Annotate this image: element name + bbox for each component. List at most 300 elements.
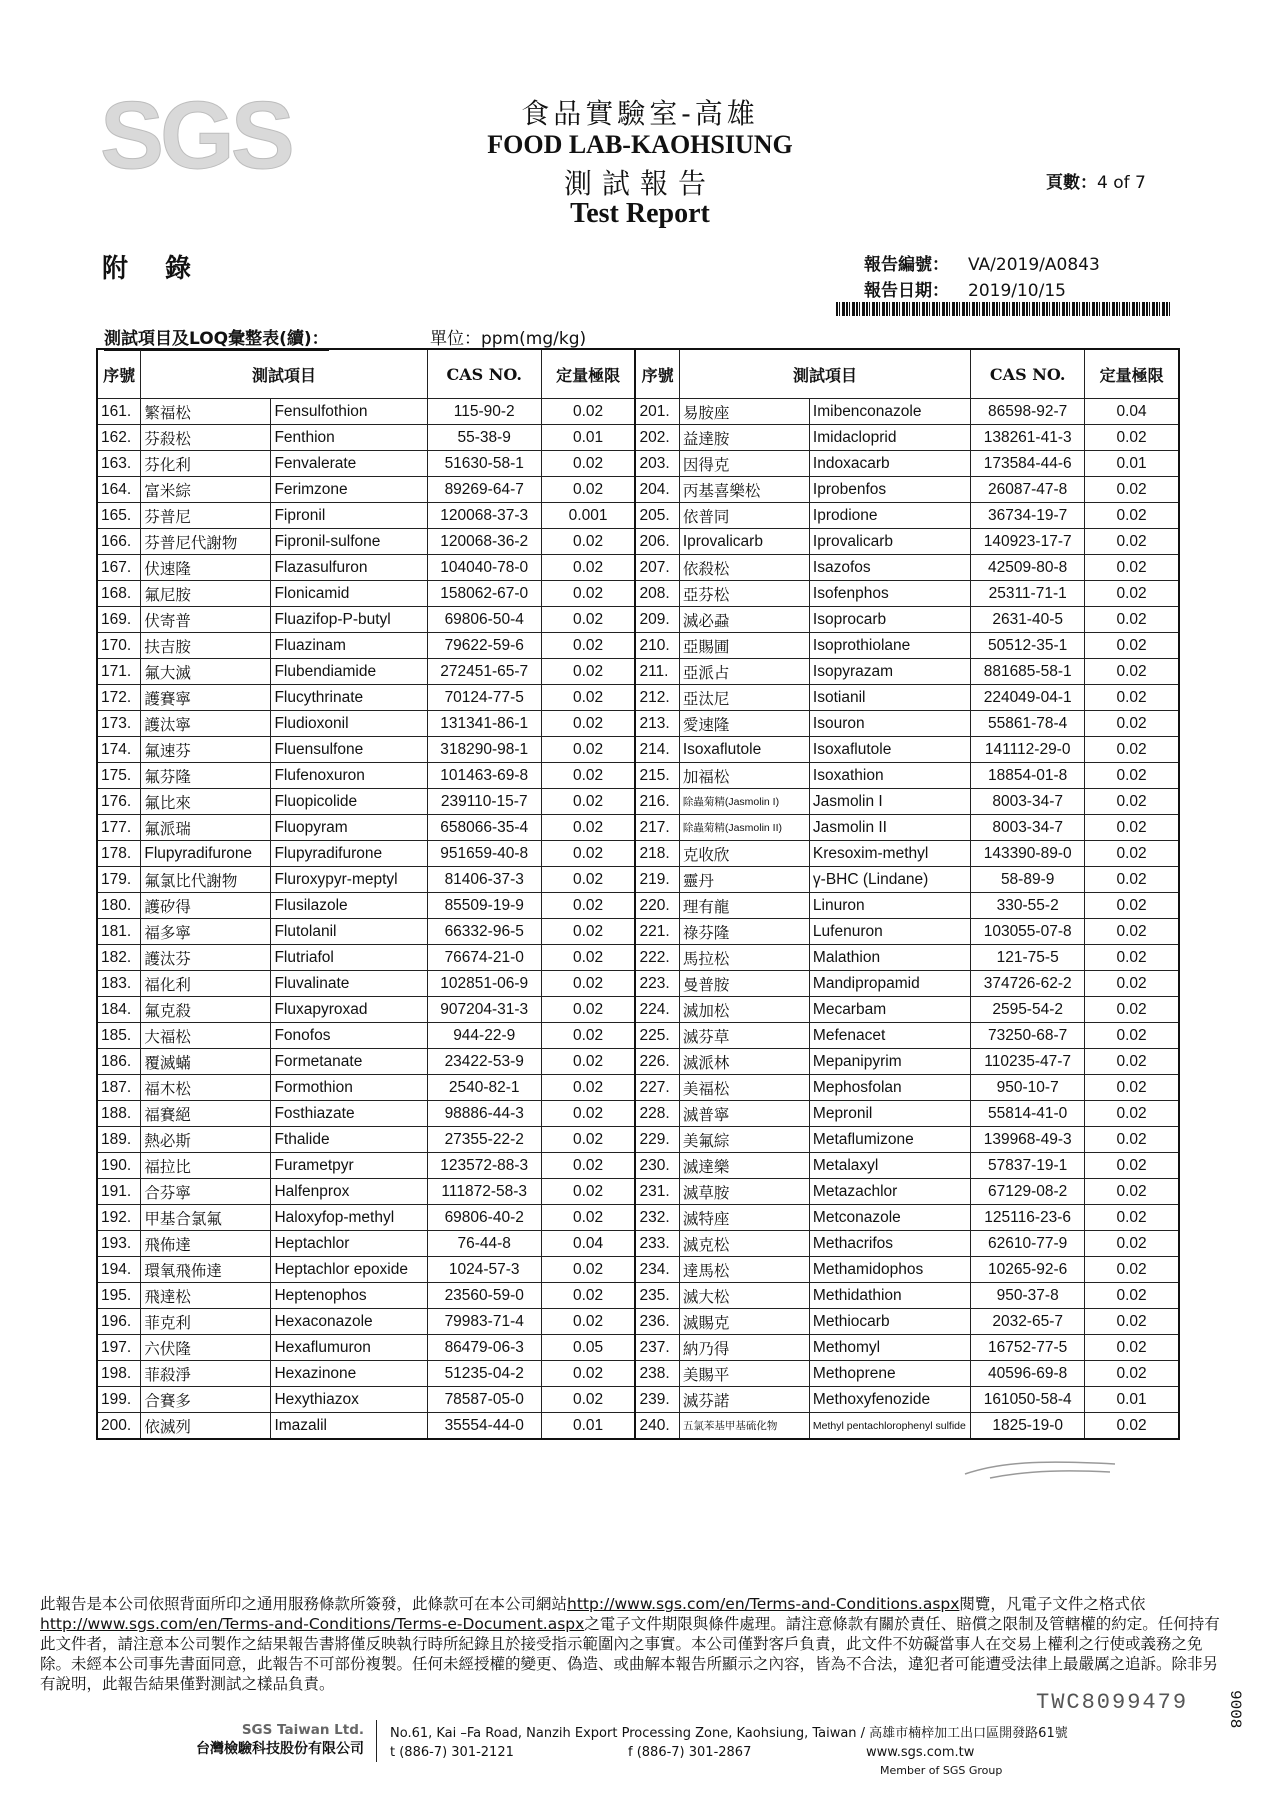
item-number: 170. bbox=[97, 633, 141, 659]
loq-value: 0.02 bbox=[541, 971, 635, 997]
item-number: 219. bbox=[635, 867, 679, 893]
item-name-en: Isazofos bbox=[809, 555, 970, 581]
loq-value: 0.02 bbox=[541, 685, 635, 711]
loq-value: 0.02 bbox=[541, 1387, 635, 1413]
loq-value: 0.02 bbox=[541, 1023, 635, 1049]
cas-number: 69806-40-2 bbox=[427, 1205, 541, 1231]
item-name-cn: 甲基合氯氟 bbox=[141, 1205, 271, 1231]
table-row bbox=[97, 1413, 1179, 1440]
table-row bbox=[97, 425, 1179, 451]
loq-value: 0.02 bbox=[541, 997, 635, 1023]
item-name-cn: 依殺松 bbox=[679, 555, 809, 581]
table-row bbox=[97, 711, 1179, 737]
item-name-en: Imidacloprid bbox=[809, 425, 970, 451]
cas-number: 55-38-9 bbox=[427, 425, 541, 451]
item-name-en: Methomyl bbox=[809, 1335, 970, 1361]
item-number: 173. bbox=[97, 711, 141, 737]
cas-number: 67129-08-2 bbox=[971, 1179, 1085, 1205]
item-name-en: Metazachlor bbox=[809, 1179, 970, 1205]
item-name-en: Methoxyfenozide bbox=[809, 1387, 970, 1413]
item-name-en: Metaflumizone bbox=[809, 1127, 970, 1153]
loq-value: 0.04 bbox=[541, 1231, 635, 1257]
disclaimer bbox=[40, 1594, 1220, 1694]
item-name-cn: 加福松 bbox=[679, 763, 809, 789]
loq-value: 0.02 bbox=[541, 1309, 635, 1335]
item-name-en: Furametpyr bbox=[271, 1153, 427, 1179]
item-name-cn: 五氯苯基甲基硫化物 bbox=[679, 1413, 809, 1440]
item-number: 183. bbox=[97, 971, 141, 997]
item-name-cn: 亞派占 bbox=[679, 659, 809, 685]
item-name-en: Fluroxypyr-meptyl bbox=[271, 867, 427, 893]
item-number: 163. bbox=[97, 451, 141, 477]
loq-value: 0.02 bbox=[541, 711, 635, 737]
cas-number: 141112-29-0 bbox=[971, 737, 1085, 763]
table-row bbox=[97, 1205, 1179, 1231]
cas-number: 81406-37-3 bbox=[427, 867, 541, 893]
loq-value: 0.02 bbox=[541, 1153, 635, 1179]
loq-table bbox=[96, 348, 1180, 1440]
loq-value: 0.02 bbox=[541, 789, 635, 815]
loq-value: 0.02 bbox=[1085, 1023, 1179, 1049]
item-name-cn: 氟尼胺 bbox=[141, 581, 271, 607]
loq-value: 0.01 bbox=[541, 1413, 635, 1440]
item-name-cn: 易胺座 bbox=[679, 399, 809, 425]
cas-number: 104040-78-0 bbox=[427, 555, 541, 581]
cas-number: 120068-37-3 bbox=[427, 503, 541, 529]
item-name-cn: 因得克 bbox=[679, 451, 809, 477]
loq-value: 0.02 bbox=[1085, 1101, 1179, 1127]
item-name-en: Fipronil-sulfone bbox=[271, 529, 427, 555]
item-name-cn: 護汰芬 bbox=[141, 945, 271, 971]
item-name-cn: Iprovalicarb bbox=[679, 529, 809, 555]
item-name-en: Methyl pentachlorophenyl sulfide bbox=[809, 1413, 970, 1440]
item-name-cn: 氟芬隆 bbox=[141, 763, 271, 789]
cas-number: 57837-19-1 bbox=[971, 1153, 1085, 1179]
item-name-en: Isouron bbox=[809, 711, 970, 737]
loq-value: 0.02 bbox=[1085, 581, 1179, 607]
item-name-cn: 繁福松 bbox=[141, 399, 271, 425]
loq-value: 0.05 bbox=[541, 1335, 635, 1361]
item-name-en: Flazasulfuron bbox=[271, 555, 427, 581]
item-number: 193. bbox=[97, 1231, 141, 1257]
item-name-en: Flutolanil bbox=[271, 919, 427, 945]
item-number: 204. bbox=[635, 477, 679, 503]
item-number: 165. bbox=[97, 503, 141, 529]
table-row bbox=[97, 1101, 1179, 1127]
loq-value: 0.02 bbox=[1085, 893, 1179, 919]
loq-value: 0.02 bbox=[1085, 1361, 1179, 1387]
unit-label: 單位：ppm(mg/kg) bbox=[430, 329, 587, 349]
company-block bbox=[196, 1722, 364, 1758]
table-row bbox=[97, 1309, 1179, 1335]
col-no-right: 序號 bbox=[635, 349, 679, 399]
table-header-row bbox=[97, 349, 1179, 399]
loq-value: 0.02 bbox=[1085, 555, 1179, 581]
loq-value: 0.02 bbox=[1085, 997, 1179, 1023]
report-date-value: 2019/10/15 bbox=[968, 281, 1066, 301]
item-name-cn: 滅特座 bbox=[679, 1205, 809, 1231]
loq-value: 0.02 bbox=[1085, 1179, 1179, 1205]
item-name-cn: 滅大松 bbox=[679, 1283, 809, 1309]
cas-number: 224049-04-1 bbox=[971, 685, 1085, 711]
cas-number: 89269-64-7 bbox=[427, 477, 541, 503]
item-number: 180. bbox=[97, 893, 141, 919]
item-name-cn: 覆滅蟎 bbox=[141, 1049, 271, 1075]
item-name-en: Flutriafol bbox=[271, 945, 427, 971]
loq-value: 0.02 bbox=[541, 1257, 635, 1283]
side-number: 9008 bbox=[1226, 1690, 1244, 1729]
appendix-title: 附 錄 bbox=[102, 254, 206, 284]
cas-number: 161050-58-4 bbox=[971, 1387, 1085, 1413]
item-name-cn: 益達胺 bbox=[679, 425, 809, 451]
item-name-en: Methamidophos bbox=[809, 1257, 970, 1283]
item-name-cn: 祿芬隆 bbox=[679, 919, 809, 945]
contact-row bbox=[390, 1745, 1068, 1760]
loq-value: 0.02 bbox=[1085, 529, 1179, 555]
loq-value: 0.02 bbox=[541, 477, 635, 503]
loq-value: 0.02 bbox=[1085, 1309, 1179, 1335]
item-name-cn: 福多寧 bbox=[141, 919, 271, 945]
fax: f (886-7) 301-2867 bbox=[628, 1745, 752, 1760]
website[interactable]: www.sgs.com.tw bbox=[866, 1745, 975, 1760]
item-name-cn: 護矽得 bbox=[141, 893, 271, 919]
cas-number: 8003-34-7 bbox=[971, 815, 1085, 841]
item-name-en: Heptachlor epoxide bbox=[271, 1257, 427, 1283]
terms-e-document-link[interactable]: http://www.sgs.com/en/Terms-and-Conditions/Terms-e-Document.aspx bbox=[40, 1615, 585, 1633]
item-name-cn: 大福松 bbox=[141, 1023, 271, 1049]
loq-value: 0.02 bbox=[541, 555, 635, 581]
item-name-en: Fludioxonil bbox=[271, 711, 427, 737]
cas-number: 272451-65-7 bbox=[427, 659, 541, 685]
item-number: 213. bbox=[635, 711, 679, 737]
cas-number: 10265-92-6 bbox=[971, 1257, 1085, 1283]
item-number: 218. bbox=[635, 841, 679, 867]
cas-number: 318290-98-1 bbox=[427, 737, 541, 763]
item-name-en: Iprobenfos bbox=[809, 477, 970, 503]
cas-number: 62610-77-9 bbox=[971, 1231, 1085, 1257]
table-row bbox=[97, 503, 1179, 529]
item-name-cn: 納乃得 bbox=[679, 1335, 809, 1361]
cas-number: 58-89-9 bbox=[971, 867, 1085, 893]
terms-link[interactable]: http://www.sgs.com/en/Terms-and-Conditions.aspx bbox=[567, 1595, 960, 1613]
loq-value: 0.02 bbox=[1085, 1257, 1179, 1283]
item-number: 202. bbox=[635, 425, 679, 451]
item-name-cn: 氟大滅 bbox=[141, 659, 271, 685]
cas-number: 950-37-8 bbox=[971, 1283, 1085, 1309]
table-row bbox=[97, 1231, 1179, 1257]
loq-value: 0.01 bbox=[1085, 451, 1179, 477]
item-number: 205. bbox=[635, 503, 679, 529]
item-name-en: Fipronil bbox=[271, 503, 427, 529]
cas-number: 140923-17-7 bbox=[971, 529, 1085, 555]
item-number: 199. bbox=[97, 1387, 141, 1413]
item-name-cn: 除蟲菊精(Jasmolin I) bbox=[679, 789, 809, 815]
loq-value: 0.02 bbox=[1085, 1049, 1179, 1075]
item-name-cn: 伏速隆 bbox=[141, 555, 271, 581]
item-name-cn: 依普同 bbox=[679, 503, 809, 529]
loq-value: 0.02 bbox=[1085, 425, 1179, 451]
item-name-cn: 芬化利 bbox=[141, 451, 271, 477]
item-name-en: Heptachlor bbox=[271, 1231, 427, 1257]
table-row bbox=[97, 1127, 1179, 1153]
item-name-cn: 六伏隆 bbox=[141, 1335, 271, 1361]
item-name-en: Isoxaflutole bbox=[809, 737, 970, 763]
cas-number: 881685-58-1 bbox=[971, 659, 1085, 685]
cas-number: 79983-71-4 bbox=[427, 1309, 541, 1335]
item-number: 238. bbox=[635, 1361, 679, 1387]
loq-value: 0.02 bbox=[541, 607, 635, 633]
table-row bbox=[97, 997, 1179, 1023]
item-name-en: Isoprocarb bbox=[809, 607, 970, 633]
cas-number: 76-44-8 bbox=[427, 1231, 541, 1257]
item-number: 229. bbox=[635, 1127, 679, 1153]
col-item-right: 測試項目 bbox=[679, 349, 970, 399]
footer-divider bbox=[376, 1720, 377, 1762]
report-number-value: VA/2019/A0843 bbox=[968, 255, 1100, 275]
contact-block bbox=[390, 1722, 1068, 1760]
table-row bbox=[97, 919, 1179, 945]
cas-number: 1024-57-3 bbox=[427, 1257, 541, 1283]
cas-number: 131341-86-1 bbox=[427, 711, 541, 737]
loq-value: 0.02 bbox=[1085, 737, 1179, 763]
twc-number: TWC8099479 bbox=[1036, 1690, 1189, 1715]
loq-value: 0.02 bbox=[541, 1179, 635, 1205]
col-loq-right: 定量極限 bbox=[1085, 349, 1179, 399]
loq-value: 0.02 bbox=[1085, 711, 1179, 737]
item-number: 175. bbox=[97, 763, 141, 789]
item-name-cn: 滅必蝨 bbox=[679, 607, 809, 633]
telephone: t (886-7) 301-2121 bbox=[390, 1745, 514, 1760]
item-name-en: Methoprene bbox=[809, 1361, 970, 1387]
item-number: 209. bbox=[635, 607, 679, 633]
loq-value: 0.02 bbox=[541, 1049, 635, 1075]
item-number: 236. bbox=[635, 1309, 679, 1335]
loq-value: 0.02 bbox=[1085, 971, 1179, 997]
item-name-en: Formetanate bbox=[271, 1049, 427, 1075]
cas-number: 2032-65-7 bbox=[971, 1309, 1085, 1335]
loq-value: 0.02 bbox=[541, 919, 635, 945]
table-row bbox=[97, 867, 1179, 893]
item-number: 189. bbox=[97, 1127, 141, 1153]
report-date-label: 報告日期： bbox=[864, 281, 949, 301]
loq-value: 0.02 bbox=[541, 1361, 635, 1387]
item-name-en: Hexythiazox bbox=[271, 1387, 427, 1413]
item-number: 223. bbox=[635, 971, 679, 997]
page-label: 頁數： bbox=[1046, 173, 1097, 193]
cas-number: 2540-82-1 bbox=[427, 1075, 541, 1101]
loq-value: 0.02 bbox=[1085, 1283, 1179, 1309]
cas-number: 98886-44-3 bbox=[427, 1101, 541, 1127]
item-number: 197. bbox=[97, 1335, 141, 1361]
table-row bbox=[97, 607, 1179, 633]
item-name-en: Flonicamid bbox=[271, 581, 427, 607]
loq-value: 0.02 bbox=[1085, 607, 1179, 633]
loq-value: 0.01 bbox=[1085, 1387, 1179, 1413]
cas-number: 27355-22-2 bbox=[427, 1127, 541, 1153]
company-address: No.61, Kai –Fa Road, Nanzih Export Processing Zone, Kaohsiung, Taiwan / 高雄市楠梓加工出口區開發路61號 bbox=[390, 1726, 1068, 1741]
item-number: 168. bbox=[97, 581, 141, 607]
loq-value: 0.02 bbox=[541, 529, 635, 555]
cas-number: 16752-77-5 bbox=[971, 1335, 1085, 1361]
item-name-cn: 福化利 bbox=[141, 971, 271, 997]
table-row bbox=[97, 451, 1179, 477]
company-name-en: SGS Taiwan Ltd. bbox=[241, 1722, 364, 1738]
loq-value: 0.02 bbox=[541, 737, 635, 763]
table-row bbox=[97, 1361, 1179, 1387]
cas-number: 950-10-7 bbox=[971, 1075, 1085, 1101]
item-name-cn: 美福松 bbox=[679, 1075, 809, 1101]
table-row bbox=[97, 1387, 1179, 1413]
item-name-cn: 滅賜克 bbox=[679, 1309, 809, 1335]
item-name-cn: 合賽多 bbox=[141, 1387, 271, 1413]
loq-value: 0.02 bbox=[541, 659, 635, 685]
item-name-cn: 靈丹 bbox=[679, 867, 809, 893]
table-row bbox=[97, 763, 1179, 789]
loq-value: 0.02 bbox=[1085, 1413, 1179, 1440]
item-name-en: γ-BHC (Lindane) bbox=[809, 867, 970, 893]
item-number: 232. bbox=[635, 1205, 679, 1231]
loq-value: 0.02 bbox=[1085, 815, 1179, 841]
item-name-en: Mepronil bbox=[809, 1101, 970, 1127]
item-name-en: Methacrifos bbox=[809, 1231, 970, 1257]
cas-number: 143390-89-0 bbox=[971, 841, 1085, 867]
item-name-en: Fluopicolide bbox=[271, 789, 427, 815]
loq-value: 0.02 bbox=[1085, 945, 1179, 971]
item-number: 171. bbox=[97, 659, 141, 685]
item-number: 177. bbox=[97, 815, 141, 841]
cas-number: 25311-71-1 bbox=[971, 581, 1085, 607]
cas-number: 139968-49-3 bbox=[971, 1127, 1085, 1153]
item-name-cn: 護賽寧 bbox=[141, 685, 271, 711]
cas-number: 51630-58-1 bbox=[427, 451, 541, 477]
item-number: 198. bbox=[97, 1361, 141, 1387]
table-row bbox=[97, 659, 1179, 685]
item-name-en: Isofenphos bbox=[809, 581, 970, 607]
col-cas-right: CAS NO. bbox=[971, 349, 1085, 399]
table-row bbox=[97, 841, 1179, 867]
item-number: 161. bbox=[97, 399, 141, 425]
loq-value: 0.02 bbox=[1085, 1205, 1179, 1231]
cas-number: 40596-69-8 bbox=[971, 1361, 1085, 1387]
item-name-cn: Isoxaflutole bbox=[679, 737, 809, 763]
barcode bbox=[836, 302, 1172, 316]
cas-number: 42509-80-8 bbox=[971, 555, 1085, 581]
loq-value: 0.02 bbox=[1085, 1075, 1179, 1101]
item-number: 216. bbox=[635, 789, 679, 815]
item-name-cn: 滅草胺 bbox=[679, 1179, 809, 1205]
item-number: 174. bbox=[97, 737, 141, 763]
cas-number: 69806-50-4 bbox=[427, 607, 541, 633]
item-name-cn: 丙基喜樂松 bbox=[679, 477, 809, 503]
cas-number: 78587-05-0 bbox=[427, 1387, 541, 1413]
loq-value: 0.02 bbox=[1085, 841, 1179, 867]
cas-number: 101463-69-8 bbox=[427, 763, 541, 789]
table-row bbox=[97, 1049, 1179, 1075]
item-name-cn: 護汰寧 bbox=[141, 711, 271, 737]
cas-number: 374726-62-2 bbox=[971, 971, 1085, 997]
item-name-en: Lufenuron bbox=[809, 919, 970, 945]
loq-value: 0.02 bbox=[1085, 685, 1179, 711]
loq-value: 0.02 bbox=[541, 399, 635, 425]
page-number bbox=[1046, 168, 1146, 193]
cas-number: 86598-92-7 bbox=[971, 399, 1085, 425]
item-number: 192. bbox=[97, 1205, 141, 1231]
item-number: 179. bbox=[97, 867, 141, 893]
loq-value: 0.02 bbox=[1085, 1335, 1179, 1361]
item-number: 220. bbox=[635, 893, 679, 919]
cas-number: 8003-34-7 bbox=[971, 789, 1085, 815]
item-name-en: Fluvalinate bbox=[271, 971, 427, 997]
cas-number: 944-22-9 bbox=[427, 1023, 541, 1049]
item-name-cn: 環氧飛佈達 bbox=[141, 1257, 271, 1283]
item-name-en: Hexazinone bbox=[271, 1361, 427, 1387]
item-number: 176. bbox=[97, 789, 141, 815]
item-name-en: Ferimzone bbox=[271, 477, 427, 503]
item-name-cn: 滅芬諾 bbox=[679, 1387, 809, 1413]
item-number: 187. bbox=[97, 1075, 141, 1101]
item-number: 214. bbox=[635, 737, 679, 763]
cas-number: 907204-31-3 bbox=[427, 997, 541, 1023]
member-of-group: Member of SGS Group bbox=[880, 1764, 1003, 1777]
loq-value: 0.02 bbox=[1085, 789, 1179, 815]
item-name-en: Haloxyfop-methyl bbox=[271, 1205, 427, 1231]
loq-value: 0.02 bbox=[541, 841, 635, 867]
item-number: 191. bbox=[97, 1179, 141, 1205]
report-number bbox=[864, 250, 1100, 275]
cas-number: 36734-19-7 bbox=[971, 503, 1085, 529]
item-name-en: Fthalide bbox=[271, 1127, 427, 1153]
item-name-cn: 飛佈達 bbox=[141, 1231, 271, 1257]
item-number: 169. bbox=[97, 607, 141, 633]
item-name-en: Flupyradifurone bbox=[271, 841, 427, 867]
item-number: 200. bbox=[97, 1413, 141, 1440]
item-number: 195. bbox=[97, 1283, 141, 1309]
item-name-cn: 福拉比 bbox=[141, 1153, 271, 1179]
item-name-en: Fluensulfone bbox=[271, 737, 427, 763]
cas-number: 658066-35-4 bbox=[427, 815, 541, 841]
disclaimer-part-3: 之電子文件期限與條件處理。請注意條款有關於責任、賠償之限制及管轄權的約定。任何持有此文件者，請注意本公司製作之結果報告書將僅反映執行時所紀錄且於接受指示範圍內之事實。本公司僅對客戶負責，此文件不妨礙當事人在交易上權利之行使或義務之免除。未經本公司事先書面同意，此報告不可部份複製。任何未經授權的變更、偽造、或曲解本報告所顯示之內容，皆為不合法，違犯者可能遭受法律上最嚴厲之追訴。除非另有說明，此報告結果僅對測試之樣品負責。 bbox=[40, 1615, 1220, 1693]
cas-number: 85509-19-9 bbox=[427, 893, 541, 919]
item-name-en: Mepanipyrim bbox=[809, 1049, 970, 1075]
item-name-cn: 氟比來 bbox=[141, 789, 271, 815]
cas-number: 26087-47-8 bbox=[971, 477, 1085, 503]
item-name-cn: 福賽絕 bbox=[141, 1101, 271, 1127]
loq-value: 0.02 bbox=[541, 1205, 635, 1231]
lab-name-cn: 食品實驗室-高雄 bbox=[521, 97, 759, 130]
item-name-en: Fonofos bbox=[271, 1023, 427, 1049]
cas-number: 115-90-2 bbox=[427, 399, 541, 425]
item-number: 178. bbox=[97, 841, 141, 867]
cas-number: 125116-23-6 bbox=[971, 1205, 1085, 1231]
item-name-cn: 福木松 bbox=[141, 1075, 271, 1101]
item-name-cn: 除蟲菊精(Jasmolin II) bbox=[679, 815, 809, 841]
col-no: 序號 bbox=[97, 349, 141, 399]
item-name-cn: 美賜平 bbox=[679, 1361, 809, 1387]
item-name-cn: 滅普寧 bbox=[679, 1101, 809, 1127]
item-name-cn: Flupyradifurone bbox=[141, 841, 271, 867]
page-value: 4 of 7 bbox=[1097, 173, 1146, 193]
item-name-en: Kresoxim-methyl bbox=[809, 841, 970, 867]
loq-value: 0.02 bbox=[1085, 1153, 1179, 1179]
item-number: 221. bbox=[635, 919, 679, 945]
item-name-cn: 氟氯比代謝物 bbox=[141, 867, 271, 893]
item-name-en: Malathion bbox=[809, 945, 970, 971]
item-name-en: Hexaflumuron bbox=[271, 1335, 427, 1361]
item-name-cn: 亞賜圃 bbox=[679, 633, 809, 659]
table-row bbox=[97, 1023, 1179, 1049]
loq-value: 0.02 bbox=[1085, 659, 1179, 685]
item-number: 210. bbox=[635, 633, 679, 659]
